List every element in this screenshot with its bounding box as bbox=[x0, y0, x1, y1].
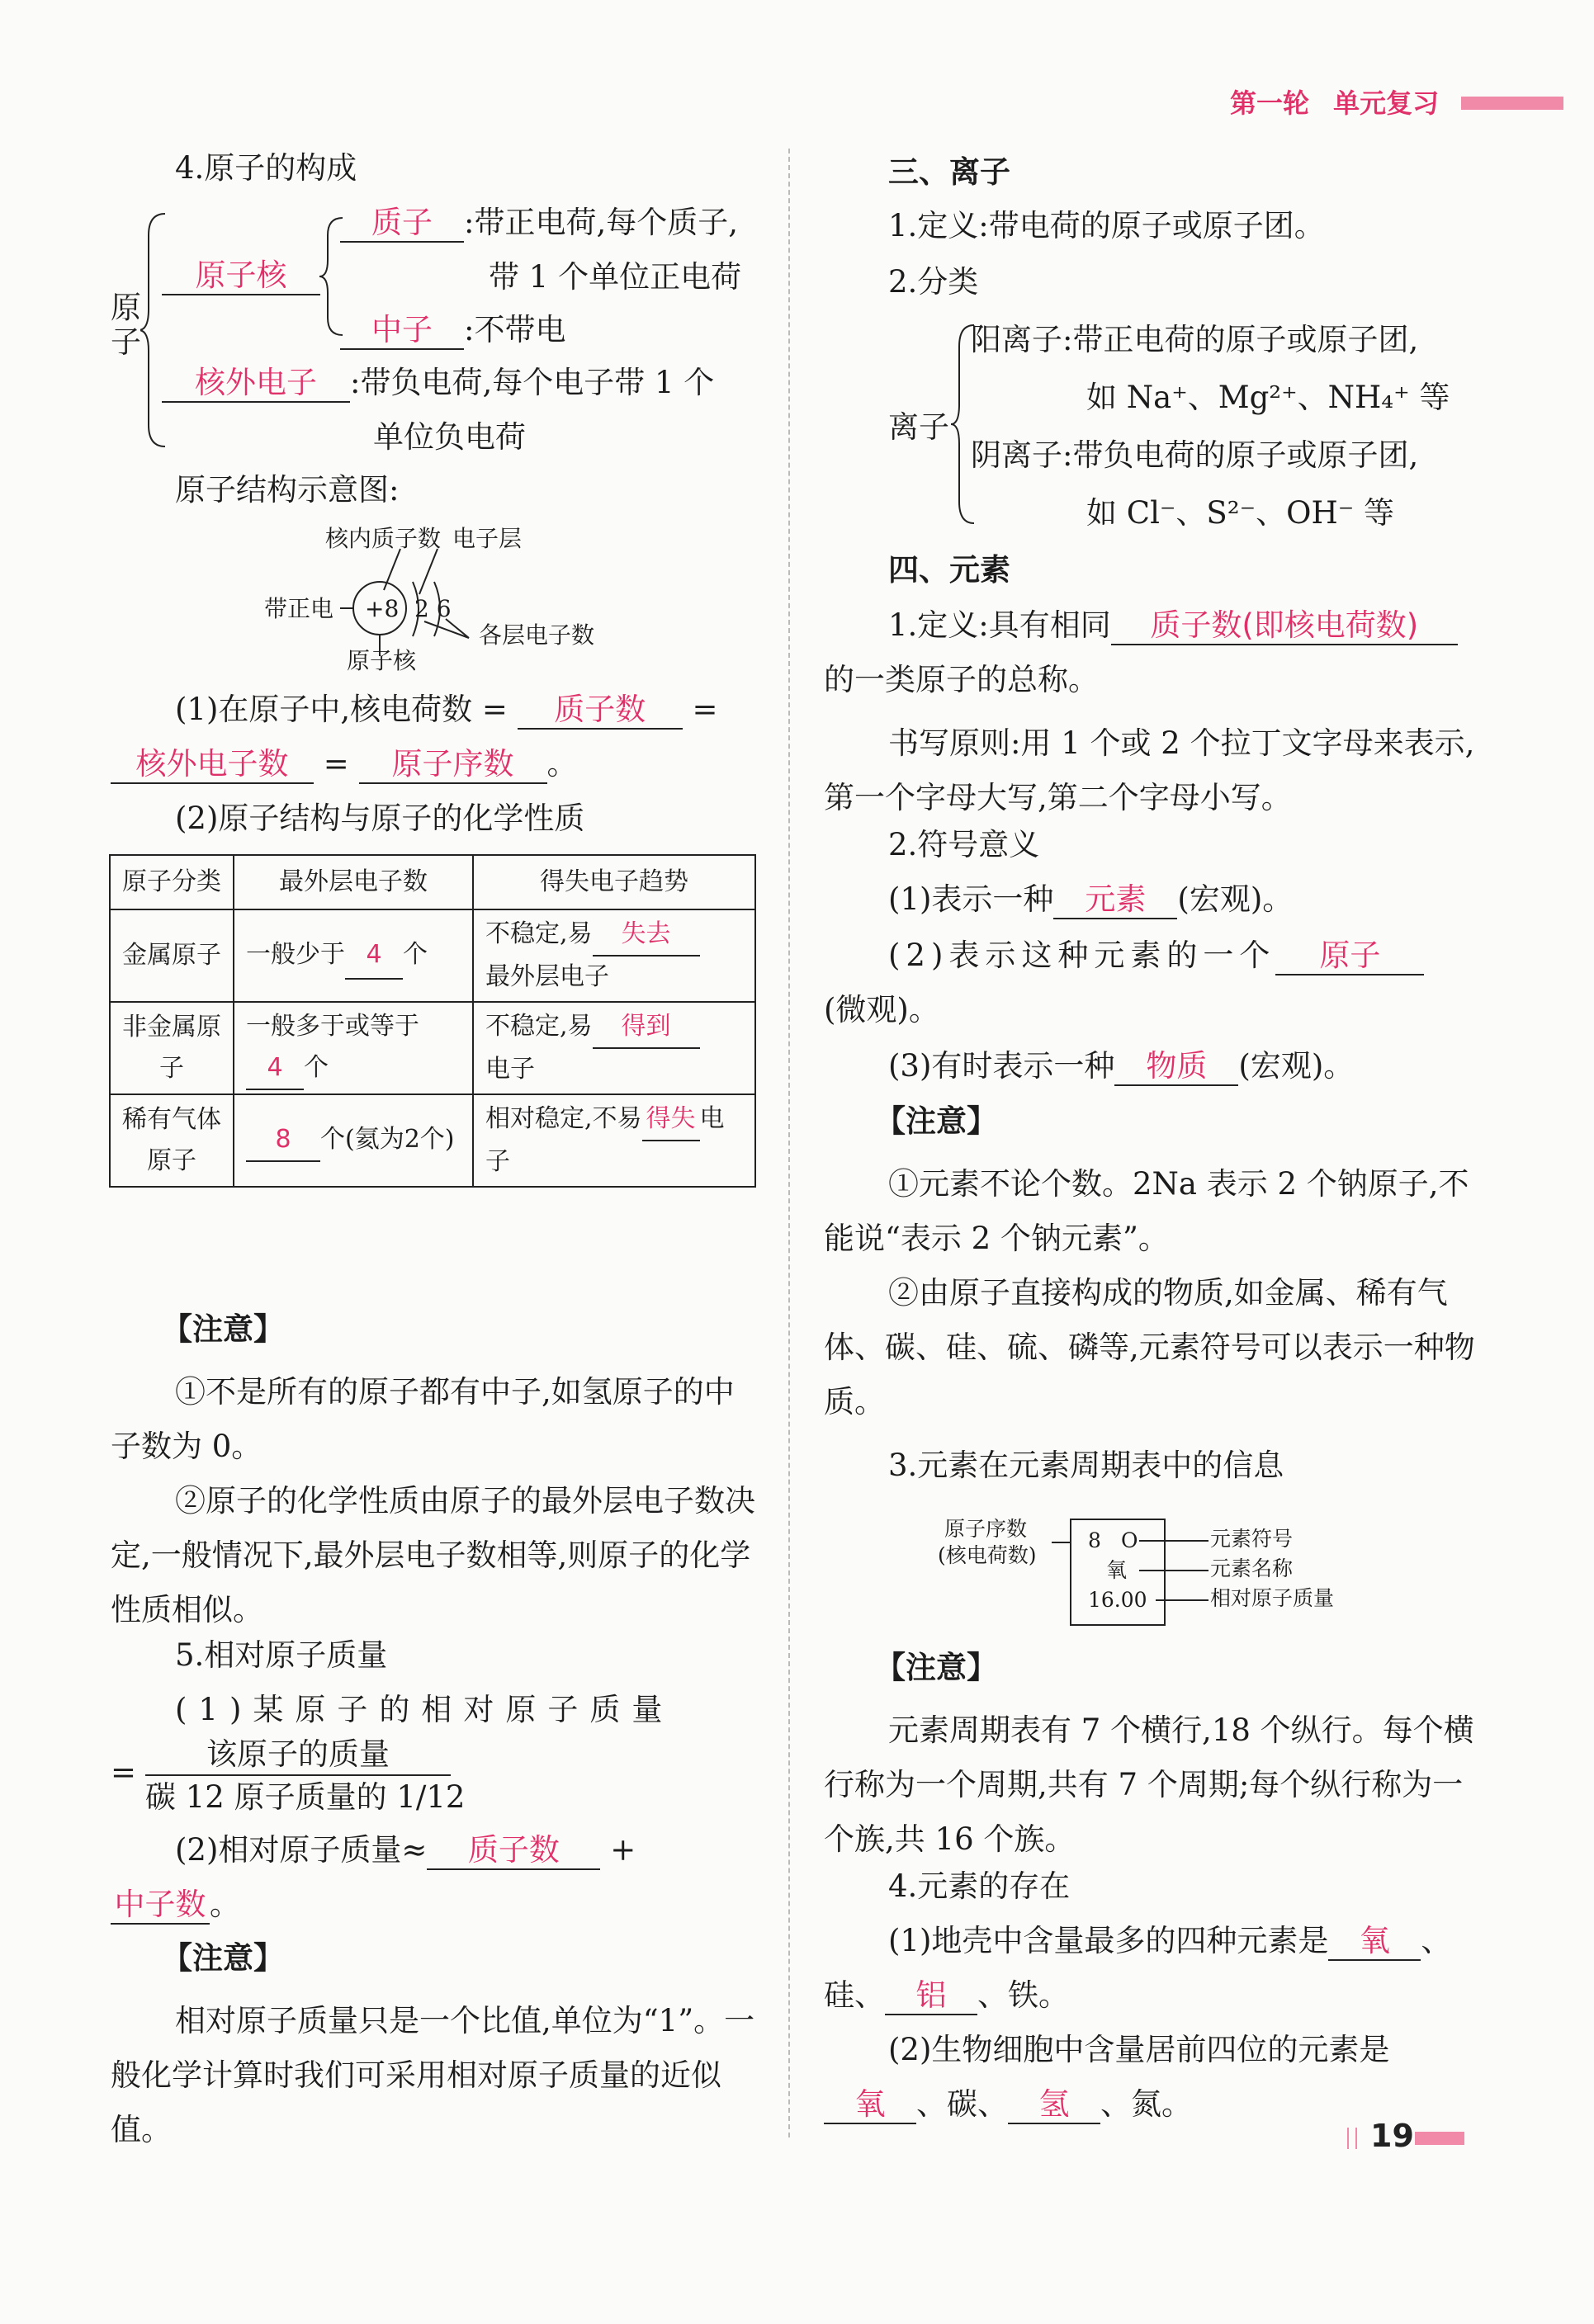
relative-mass-plus: + bbox=[610, 1832, 636, 1868]
relative-mass-eq: = bbox=[111, 1755, 137, 1790]
left-note2-1: 相对原子质量只是一个比值,单位为“1”。一般化学计算时我们可采用相对原子质量的近似值。 bbox=[111, 2003, 755, 2147]
anion-line-1: 阴离子:带负电荷的原子或原子团, bbox=[971, 437, 1419, 473]
cell-nonmetal-trend bbox=[473, 1002, 755, 1094]
ex1-answer-1: 氧 bbox=[1328, 1923, 1421, 1961]
relative-mass-end: 。 bbox=[210, 1887, 240, 1922]
pt-symbol: O bbox=[1121, 1528, 1138, 1552]
right-note1-title: 【注意】 bbox=[875, 1103, 997, 1139]
element-existence-title: 4.元素的存在 bbox=[888, 1868, 1071, 1904]
table-header-trend: 得失电子趋势 bbox=[473, 855, 755, 909]
q1-answer-2: 核外电子数 bbox=[111, 746, 314, 784]
right-note1-1: ①元素不论个数。2Na 表示 2 个钠原子,不能说“表示 2 个钠元素”。 bbox=[824, 1166, 1469, 1256]
shell-pointer bbox=[419, 549, 438, 594]
existence-2-line2 bbox=[824, 2086, 1192, 2124]
ex1-si: 硅、 bbox=[824, 1977, 885, 2013]
q1-line-2 bbox=[111, 746, 578, 784]
nucleus-value: +8 bbox=[365, 595, 400, 622]
relative-mass-2-pre: (2)相对原子质量≈ bbox=[175, 1832, 428, 1868]
section-atom-structure-title: 4.原子的构成 bbox=[175, 150, 357, 186]
shell-label: 电子层 bbox=[452, 525, 523, 552]
pt-pointer-mass bbox=[1156, 1599, 1209, 1601]
right-note1-2: ②由原子直接构成的物质,如金属、稀有气体、碳、硅、硫、磷等,元素符号可以表示一种物质。 bbox=[824, 1275, 1475, 1419]
pt-pointer-name bbox=[1139, 1570, 1209, 1571]
noble-trend-pre: 相对稳定,不易 bbox=[485, 1104, 642, 1133]
symbol-meaning-title: 2.符号意义 bbox=[888, 827, 1040, 862]
element-def-pre: 1.定义:具有相同 bbox=[888, 607, 1111, 643]
relative-mass-denominator: 碳 12 原子质量的 1/12 bbox=[145, 1779, 466, 1815]
metal-pre: 一般少于 bbox=[246, 940, 345, 969]
pt-number: 8 bbox=[1088, 1528, 1101, 1552]
sym3-pre: (3)有时表示一种 bbox=[888, 1048, 1115, 1084]
metal-answer: 4 bbox=[345, 932, 403, 980]
atom-brace bbox=[140, 210, 173, 450]
pt-left-label-2: (核电荷数) bbox=[938, 1543, 1037, 1567]
nonmetal-answer: 4 bbox=[246, 1047, 304, 1090]
cell-metal: 金属原子 bbox=[110, 909, 234, 1002]
table-row bbox=[110, 1002, 755, 1094]
noble-trend-answer: 得失 bbox=[642, 1098, 700, 1141]
table-row bbox=[110, 1094, 755, 1187]
pt-pointer-number bbox=[1052, 1542, 1070, 1543]
relative-mass-answer-2: 中子数 bbox=[111, 1887, 210, 1925]
diagram-title: 原子结构示意图: bbox=[175, 472, 400, 508]
writing-rule: 书写原则:用 1 个或 2 个拉丁文字母来表示,第一个字母大写,第二个字母小写。 bbox=[824, 725, 1475, 815]
q1-prefix: (1)在原子中,核电荷数 = bbox=[175, 692, 508, 727]
relative-mass-2-line2 bbox=[111, 1887, 240, 1925]
nonmetal-trend-answer: 得到 bbox=[593, 1006, 700, 1049]
metal-post: 个 bbox=[403, 940, 428, 969]
ex1-end: 、铁。 bbox=[977, 1977, 1069, 2013]
q1-answer-1: 质子数 bbox=[518, 692, 683, 730]
symbol-meaning-2 bbox=[888, 938, 1424, 975]
ion-definition: 1.定义:带电荷的原子或原子团。 bbox=[888, 208, 1325, 243]
metal-trend-answer: 失去 bbox=[593, 914, 700, 957]
sym2-pre: (2)表示这种元素的一个 bbox=[888, 938, 1276, 973]
existence-1-line2 bbox=[824, 1977, 1069, 2015]
atom-label bbox=[111, 290, 144, 360]
cation-line-2: 如 Na⁺、Mg²⁺、NH₄⁺ 等 bbox=[1086, 380, 1450, 415]
ex1-answer-2: 铝 bbox=[885, 1977, 977, 2015]
shells-value: 2 6 bbox=[414, 595, 452, 622]
q2: (2)原子结构与原子的化学性质 bbox=[175, 801, 585, 836]
nucleus-line bbox=[162, 257, 320, 295]
neutron-desc: :不带电 bbox=[464, 312, 566, 347]
symbol-meaning-3 bbox=[888, 1048, 1354, 1086]
existence-2: (2)生物细胞中含量居前四位的元素是 bbox=[888, 2032, 1390, 2067]
table-row bbox=[110, 909, 755, 1002]
column-divider bbox=[788, 149, 790, 2137]
periodic-table-title: 3.元素在元素周期表中的信息 bbox=[888, 1448, 1284, 1483]
ex1-pre: (1)地壳中含量最多的四种元素是 bbox=[888, 1923, 1329, 1958]
ex2-c: 、碳、 bbox=[916, 2086, 1008, 2122]
proton-desc2: 带 1 个单位正电荷 bbox=[489, 259, 742, 295]
pt-mass: 16.00 bbox=[1088, 1588, 1147, 1612]
cell-nonmetal-electrons bbox=[234, 1002, 473, 1094]
electrons-label: 各层电子数 bbox=[479, 621, 595, 649]
header bbox=[1230, 83, 1439, 120]
cell-metal-trend bbox=[473, 909, 755, 1002]
atom-property-table bbox=[109, 854, 756, 1188]
element-definition bbox=[888, 607, 1458, 645]
cell-noble-electrons bbox=[234, 1094, 473, 1187]
relative-mass-1: (1)某原子的相对原子质量 bbox=[175, 1692, 674, 1727]
pt-mass-label: 相对原子质量 bbox=[1210, 1586, 1335, 1610]
sym2-answer: 原子 bbox=[1275, 938, 1424, 975]
electron-line bbox=[162, 365, 714, 403]
atom-label-text: 原子 bbox=[111, 290, 141, 360]
nonmetal-pre: 一般多于或等于 bbox=[246, 1012, 419, 1041]
ex2-answer-1: 氧 bbox=[824, 2086, 916, 2124]
relative-mass-2 bbox=[175, 1832, 636, 1870]
proton-desc1: :带正电荷,每个质子, bbox=[464, 205, 738, 240]
relative-mass-answer-1: 质子数 bbox=[427, 1832, 600, 1870]
ex1-mid: 、 bbox=[1421, 1923, 1452, 1958]
cation-line-1: 阳离子:带正电荷的原子或原子团, bbox=[971, 322, 1419, 357]
symbol-meaning-1 bbox=[888, 881, 1293, 919]
sym3-answer: 物质 bbox=[1114, 1048, 1238, 1086]
noble-post: 个(氦为2个) bbox=[320, 1125, 455, 1154]
electron-desc1: :带负电荷,每个电子带 1 个 bbox=[350, 365, 715, 400]
fraction-bar bbox=[145, 1774, 451, 1776]
sym1-post: (宏观)。 bbox=[1177, 881, 1294, 917]
left-note2-title: 【注意】 bbox=[162, 1939, 284, 1976]
relative-mass-numerator: 该原子的质量 bbox=[206, 1736, 390, 1772]
q1-eq: = bbox=[692, 692, 718, 727]
sym2-post: (微观)。 bbox=[824, 992, 939, 1027]
noble-trend-post: 电子 bbox=[485, 1104, 725, 1176]
proton-line bbox=[340, 205, 738, 243]
page-number: 19 bbox=[1370, 2118, 1414, 2154]
ion-label: 离子 bbox=[888, 409, 949, 445]
cell-nonmetal: 非金属原子 bbox=[110, 1002, 234, 1094]
header-round: 第一轮 bbox=[1230, 87, 1310, 119]
sym1-pre: (1)表示一种 bbox=[888, 881, 1054, 917]
pt-name-label: 元素名称 bbox=[1210, 1556, 1294, 1580]
cell-metal-electrons bbox=[234, 909, 473, 1002]
q1-end: 。 bbox=[546, 746, 578, 782]
neutron-line bbox=[340, 312, 565, 350]
right-note2-1: 元素周期表有 7 个横行,18 个纵行。每个横行称为一个周期,共有 7 个周期;每个纵行称为一个族,共 16 个族。 bbox=[824, 1712, 1474, 1857]
protons-label: 核内质子数 bbox=[325, 525, 442, 552]
charge-label: 带正电 bbox=[264, 595, 334, 622]
left-note1-2: ②原子的化学性质由原子的最外层电子数决定,一般情况下,最外层电子数相等,则原子的化学性质相似。 bbox=[111, 1483, 755, 1627]
nonmetal-trend-pre: 不稳定,易 bbox=[485, 1012, 593, 1041]
pt-symbol-label: 元素符号 bbox=[1210, 1527, 1294, 1551]
pt-pointer-symbol bbox=[1139, 1540, 1209, 1542]
section-element-title: 四、元素 bbox=[888, 551, 1010, 588]
element-def-post: 的一类原子的总称。 bbox=[824, 662, 1099, 697]
header-bar bbox=[1461, 97, 1563, 110]
nucleus-label: 原子核 bbox=[347, 647, 417, 674]
electron-desc2: 单位负电荷 bbox=[373, 419, 526, 455]
section-relative-mass-title: 5.相对原子质量 bbox=[175, 1637, 388, 1673]
nonmetal-trend-post: 电子 bbox=[485, 1055, 535, 1084]
noble-answer: 8 bbox=[246, 1119, 320, 1162]
pt-left-label-1: 原子序数 bbox=[944, 1517, 1028, 1541]
pt-name: 氧 bbox=[1106, 1558, 1128, 1582]
right-note2-title: 【注意】 bbox=[875, 1649, 997, 1685]
ion-classification: 2.分类 bbox=[888, 264, 979, 300]
sym3-post: (宏观)。 bbox=[1238, 1048, 1355, 1084]
electron-answer: 核外电子 bbox=[162, 365, 350, 403]
q1-eq-2: = bbox=[323, 746, 349, 782]
electrons-pointer-1 bbox=[424, 621, 469, 638]
table-header-class: 原子分类 bbox=[110, 855, 234, 909]
ex2-answer-2: 氢 bbox=[1008, 2086, 1100, 2124]
nonmetal-post: 个 bbox=[304, 1053, 329, 1082]
proton-answer: 质子 bbox=[340, 205, 464, 243]
metal-trend-pre: 不稳定,易 bbox=[485, 919, 593, 948]
cell-noble: 稀有气体原子 bbox=[110, 1094, 234, 1187]
sym1-answer: 元素 bbox=[1053, 881, 1177, 919]
element-def-answer: 质子数(即核电荷数) bbox=[1111, 607, 1458, 645]
nucleus-answer: 原子核 bbox=[162, 257, 320, 295]
q1-answer-3: 原子序数 bbox=[359, 746, 547, 784]
page-number-bar bbox=[1415, 2132, 1464, 2145]
table-header-row bbox=[110, 855, 755, 909]
left-note1-title: 【注意】 bbox=[162, 1311, 284, 1347]
metal-trend-post: 最外层电子 bbox=[485, 962, 609, 991]
neutron-answer: 中子 bbox=[340, 312, 464, 350]
page-number-marks bbox=[1347, 2128, 1357, 2149]
q1-line bbox=[175, 692, 717, 730]
existence-1 bbox=[888, 1923, 1451, 1961]
header-title: 单元复习 bbox=[1333, 87, 1440, 119]
ex2-end: 、氮。 bbox=[1100, 2086, 1192, 2122]
section-ion-title: 三、离子 bbox=[888, 154, 1010, 190]
table-header-electrons: 最外层电子数 bbox=[234, 855, 473, 909]
left-note1-1: ①不是所有的原子都有中子,如氢原子的中子数为 0。 bbox=[111, 1374, 735, 1464]
protons-pointer bbox=[384, 549, 400, 590]
cell-noble-trend bbox=[473, 1094, 755, 1187]
anion-line-2: 如 Cl⁻、S²⁻、OH⁻ 等 bbox=[1086, 495, 1395, 531]
